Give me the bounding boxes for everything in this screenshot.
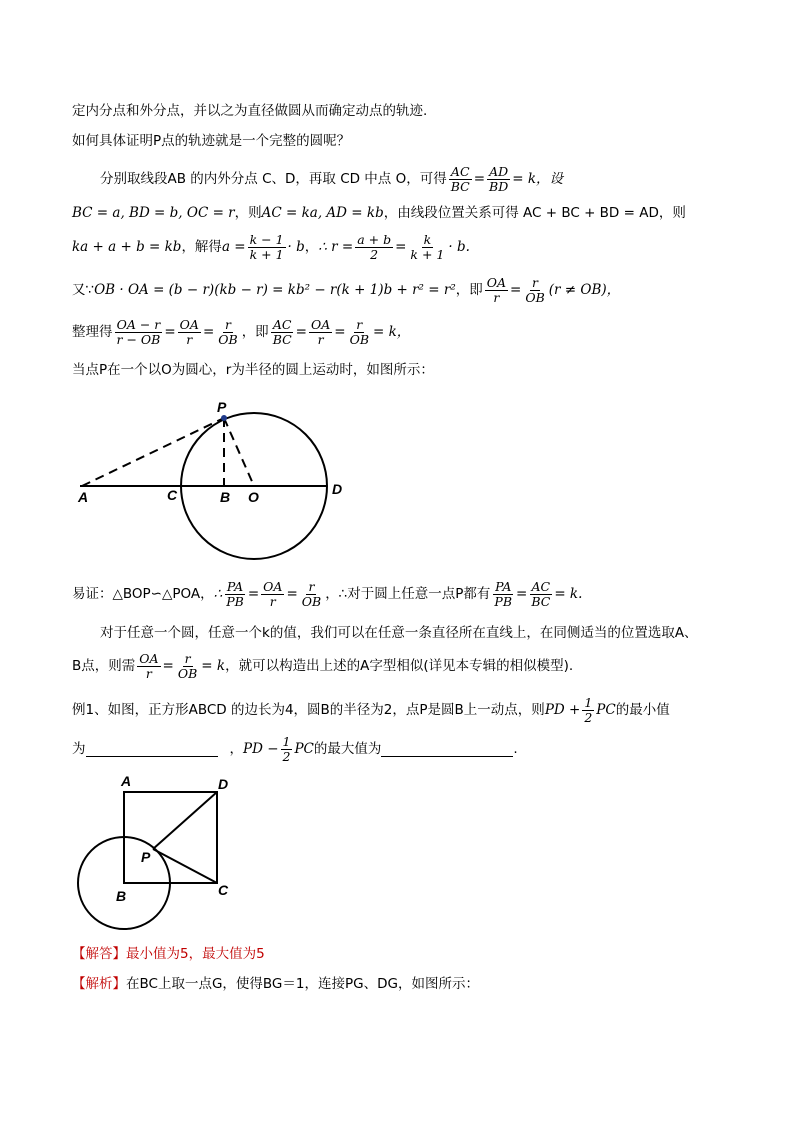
denominator: k + 1 bbox=[249, 246, 284, 262]
numerator: 1 bbox=[282, 733, 291, 749]
label-o: O bbox=[248, 489, 259, 505]
math: AC = ka, AD = kb bbox=[261, 205, 384, 221]
denominator: BC bbox=[272, 331, 292, 347]
segment-po bbox=[224, 418, 254, 486]
math: = bbox=[286, 586, 298, 602]
text: ，就可以构造出上述的A字型相似(详见本专辑的相似模型). bbox=[225, 658, 574, 674]
math: = bbox=[516, 586, 528, 602]
text-line: 当点P在一个以O为圆心，r为半径的圆上运动时，如图所示： bbox=[72, 362, 434, 378]
numerator: AD bbox=[489, 163, 509, 179]
numerator: 1 bbox=[584, 694, 593, 710]
text: ，则 bbox=[234, 205, 262, 221]
fraction bbox=[529, 580, 552, 609]
numerator: OA − r bbox=[116, 316, 161, 332]
denominator: 2 bbox=[584, 709, 593, 725]
equation-line bbox=[100, 162, 563, 196]
numerator: OA bbox=[139, 650, 159, 666]
label-b: B bbox=[220, 489, 231, 505]
answer-text: 最小值为5，最大值为5 bbox=[126, 946, 265, 962]
denominator: r bbox=[186, 331, 193, 347]
text: 分别取线段AB 的内外分点 C、D，再取 CD 中点 O，可得 bbox=[100, 171, 447, 187]
math: PD − bbox=[243, 741, 279, 757]
denominator: r bbox=[145, 665, 152, 681]
math: = k. bbox=[554, 586, 583, 602]
denominator: OB bbox=[218, 331, 238, 347]
numerator: r bbox=[184, 650, 191, 666]
denominator: OB bbox=[177, 665, 198, 681]
math: = bbox=[334, 324, 346, 340]
denominator: OB bbox=[525, 289, 545, 305]
numerator: r bbox=[532, 274, 539, 290]
denominator: OB bbox=[301, 593, 322, 609]
numerator: OA bbox=[179, 316, 199, 332]
numerator: AC bbox=[450, 163, 470, 179]
numerator: a + b bbox=[357, 231, 392, 247]
text: 的最小值 bbox=[615, 702, 670, 718]
text: ，由线段位置关系可得 AC + BC + BD = AD，则 bbox=[383, 205, 686, 221]
square-figure bbox=[70, 772, 240, 940]
math: = k bbox=[201, 658, 226, 674]
text: 整理得 bbox=[72, 324, 113, 340]
text: ，即 bbox=[455, 282, 483, 298]
text: 又∵ bbox=[72, 282, 95, 298]
text-line: 如何具体证明P点的轨迹就是一个完整的圆呢？ bbox=[72, 133, 351, 149]
fraction bbox=[261, 580, 284, 609]
fraction bbox=[281, 735, 293, 764]
fraction bbox=[300, 580, 323, 609]
equation-line bbox=[72, 203, 686, 223]
numerator: AC bbox=[531, 578, 551, 594]
math: = k， bbox=[373, 324, 411, 340]
math: = bbox=[202, 324, 215, 340]
equation-line bbox=[72, 576, 582, 612]
numerator: PA bbox=[226, 578, 244, 594]
point-p bbox=[221, 415, 227, 421]
numerator: r bbox=[224, 316, 231, 332]
text: 的最大值为 bbox=[313, 741, 382, 757]
math: · b. bbox=[448, 239, 470, 255]
fraction bbox=[176, 652, 199, 681]
segment-pd bbox=[153, 792, 217, 849]
text: ，即 bbox=[241, 324, 269, 340]
label-d: D bbox=[218, 776, 229, 792]
math: = bbox=[247, 586, 260, 602]
denominator: BC bbox=[531, 593, 551, 609]
analysis-text: 在BC上取一点G，使得BG＝1，连接PG、DG，如图所示： bbox=[126, 976, 479, 992]
circle-figure bbox=[70, 392, 360, 564]
math: PC bbox=[596, 702, 616, 718]
math: ∴ r = bbox=[318, 239, 354, 255]
text: 为 bbox=[72, 741, 86, 757]
fraction bbox=[492, 580, 514, 609]
numerator: AC bbox=[272, 316, 292, 332]
fraction bbox=[271, 318, 294, 347]
numerator: k − 1 bbox=[249, 231, 284, 247]
fraction bbox=[348, 318, 371, 347]
denominator: r bbox=[317, 331, 324, 347]
numerator: PA bbox=[495, 578, 512, 594]
denominator: BD bbox=[489, 178, 509, 194]
equation-line bbox=[72, 314, 410, 350]
segment-pc bbox=[153, 849, 217, 883]
denominator: k + 1 bbox=[410, 246, 445, 262]
math: PC bbox=[294, 741, 314, 757]
fraction bbox=[178, 318, 201, 347]
text: 例1、如图，正方形ABCD 的边长为4，圆B的半径为2，点P是圆B上一动点，则 bbox=[72, 702, 545, 718]
label-p: P bbox=[141, 849, 151, 865]
answer-line bbox=[72, 944, 265, 964]
text-line: 定内分点和外分点，并以之为直径做圆从而确定动点的轨迹. bbox=[72, 103, 428, 119]
label-b: B bbox=[116, 888, 127, 904]
answer-blank-min[interactable] bbox=[86, 742, 218, 757]
math: = k，设 bbox=[512, 171, 564, 187]
math: PD + bbox=[544, 702, 581, 718]
denominator: 2 bbox=[282, 748, 291, 764]
question-line bbox=[72, 692, 670, 728]
denominator: r − OB bbox=[116, 331, 161, 347]
math: = bbox=[510, 282, 522, 298]
numerator: r bbox=[356, 316, 363, 332]
math: (r ≠ OB)， bbox=[548, 282, 621, 298]
denominator: PB bbox=[494, 593, 513, 609]
fraction bbox=[523, 276, 546, 305]
segment-pa bbox=[82, 418, 224, 486]
math: ∴ bbox=[213, 586, 223, 602]
fraction bbox=[137, 652, 160, 681]
math: = bbox=[473, 171, 486, 187]
question-line bbox=[72, 731, 518, 767]
fraction bbox=[224, 580, 246, 609]
analysis-tag: 【解析】 bbox=[72, 976, 126, 992]
fraction bbox=[216, 318, 239, 347]
text: . bbox=[513, 741, 518, 757]
math: = bbox=[164, 324, 176, 340]
math: = bbox=[162, 658, 174, 674]
numerator: OA bbox=[486, 274, 507, 290]
label-a: A bbox=[78, 489, 89, 505]
text: B点，则需 bbox=[72, 658, 136, 674]
numerator: OA bbox=[263, 578, 283, 594]
math: · b bbox=[287, 239, 305, 255]
math: ka + a + b = kb bbox=[72, 239, 182, 255]
equation-line bbox=[72, 272, 620, 308]
fraction bbox=[355, 233, 393, 262]
label-c: C bbox=[218, 882, 229, 898]
fraction bbox=[309, 318, 332, 347]
text: ， bbox=[229, 741, 243, 757]
label-c: C bbox=[167, 487, 178, 503]
text: ， bbox=[304, 239, 319, 255]
denominator: BC bbox=[450, 178, 470, 194]
fraction bbox=[582, 696, 594, 725]
fraction bbox=[487, 165, 510, 194]
equation-line bbox=[72, 648, 573, 684]
denominator: PB bbox=[226, 593, 244, 609]
label-a: A bbox=[121, 773, 132, 789]
text: 易证：△BOP∽△POA， bbox=[72, 586, 214, 602]
analysis-line bbox=[72, 974, 479, 994]
label-p: P bbox=[217, 399, 227, 415]
fraction bbox=[449, 165, 472, 194]
math: BC = a, BD = b, OC = r bbox=[72, 205, 235, 221]
denominator: r bbox=[269, 593, 276, 609]
answer-blank-max[interactable] bbox=[381, 742, 513, 757]
answer-tag: 【解答】 bbox=[72, 946, 126, 962]
text-line: 对于任意一个圆，任意一个k的值，我们可以在任意一条直径所在直线上，在同侧适当的位置选取A、 bbox=[100, 625, 698, 641]
text: ，∴对于圆上任意一点P都有 bbox=[325, 586, 491, 602]
fraction bbox=[408, 233, 446, 262]
math: = bbox=[395, 239, 407, 255]
math: a = bbox=[221, 239, 246, 255]
math: = bbox=[295, 324, 307, 340]
numerator: OA bbox=[310, 316, 331, 332]
fraction bbox=[115, 318, 163, 347]
denominator: OB bbox=[349, 331, 370, 347]
denominator: r bbox=[493, 289, 500, 305]
fraction bbox=[248, 233, 286, 262]
equation-line bbox=[72, 229, 470, 265]
text: ，解得 bbox=[181, 239, 222, 255]
math: OB · OA = (b − r)(kb − r) = kb² − r(k + 1)b + r² = r² bbox=[94, 282, 456, 298]
label-d: D bbox=[332, 481, 343, 497]
fraction bbox=[485, 276, 508, 305]
numerator: r bbox=[308, 578, 315, 594]
numerator: k bbox=[423, 231, 432, 247]
denominator: 2 bbox=[370, 246, 379, 262]
